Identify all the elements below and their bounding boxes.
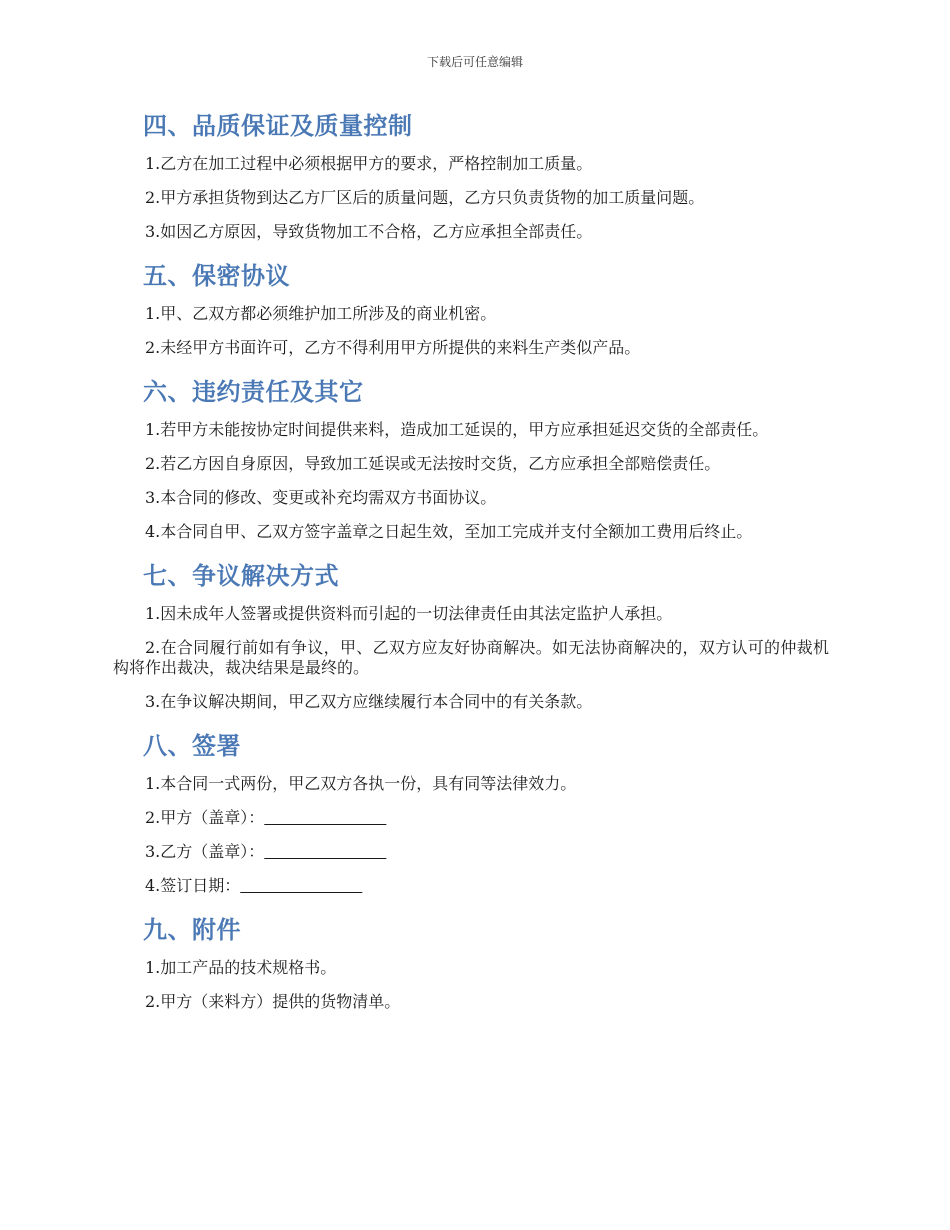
sign-label: 3.乙方（盖章）： [145,842,265,861]
clause: 2.甲方承担货物到达乙方厂区后的质量问题，乙方只负责货物的加工质量问题。 [145,188,705,207]
clause: 3.如因乙方原因，导致货物加工不合格，乙方应承担全部责任。 [145,222,593,241]
section-title: 五、保密协议 [143,262,290,290]
clause: 2.甲方（来料方）提供的货物清单。 [145,992,401,1011]
clause: 1.因未成年人签署或提供资料而引起的一切法律责任由其法定监护人承担。 [145,604,673,623]
clause: 1.加工产品的技术规格书。 [145,958,337,977]
clause: 2.在合同履行前如有争议，甲、乙双方应友好协商解决。如无法协商解决的，双方认可的仲裁机构将作出裁决，裁决结果是最终的。 [113,638,829,677]
date-blank[interactable] [240,876,362,895]
header-note: 下载后可任意编辑 [426,55,523,69]
section-attachments [113,910,829,1012]
clause: 1.本合同一式两份，甲乙双方各执一份，具有同等法律效力。 [145,774,577,793]
sign-label: 4.签订日期： [145,876,241,895]
section-title: 九、附件 [143,916,241,944]
sign-field-party-b [113,842,829,862]
clause: 2.若乙方因自身原因，导致加工延误或无法按时交货，乙方应承担全部赔偿责任。 [145,454,721,473]
section-signing [113,726,829,896]
signature-blank[interactable] [264,842,386,861]
section-title: 七、争议解决方式 [143,562,339,590]
sign-label: 2.甲方（盖章）： [145,808,265,827]
clause: 1.甲、乙双方都必须维护加工所涉及的商业机密。 [145,304,497,323]
section-title: 六、违约责任及其它 [143,378,364,406]
clause: 3.本合同的修改、变更或补充均需双方书面协议。 [145,488,497,507]
clause: 3.在争议解决期间，甲乙双方应继续履行本合同中的有关条款。 [145,692,593,711]
clause: 2.未经甲方书面许可，乙方不得利用甲方所提供的来料生产类似产品。 [145,338,641,357]
document-body [113,106,829,1026]
section-title: 八、签署 [143,732,241,760]
clause: 1.乙方在加工过程中必须根据甲方的要求，严格控制加工质量。 [145,154,593,173]
section-confidentiality [113,256,829,358]
sign-field-date [113,876,829,896]
section-title: 四、品质保证及质量控制 [143,112,413,140]
signature-blank[interactable] [264,808,386,827]
section-liability [113,372,829,542]
section-dispute [113,556,829,712]
clause: 4.本合同自甲、乙双方签字盖章之日起生效，至加工完成并支付全额加工费用后终止。 [145,522,753,541]
clause: 1.若甲方未能按协定时间提供来料，造成加工延误的，甲方应承担延迟交货的全部责任。 [145,420,769,439]
section-quality [113,106,829,242]
sign-field-party-a [113,808,829,828]
